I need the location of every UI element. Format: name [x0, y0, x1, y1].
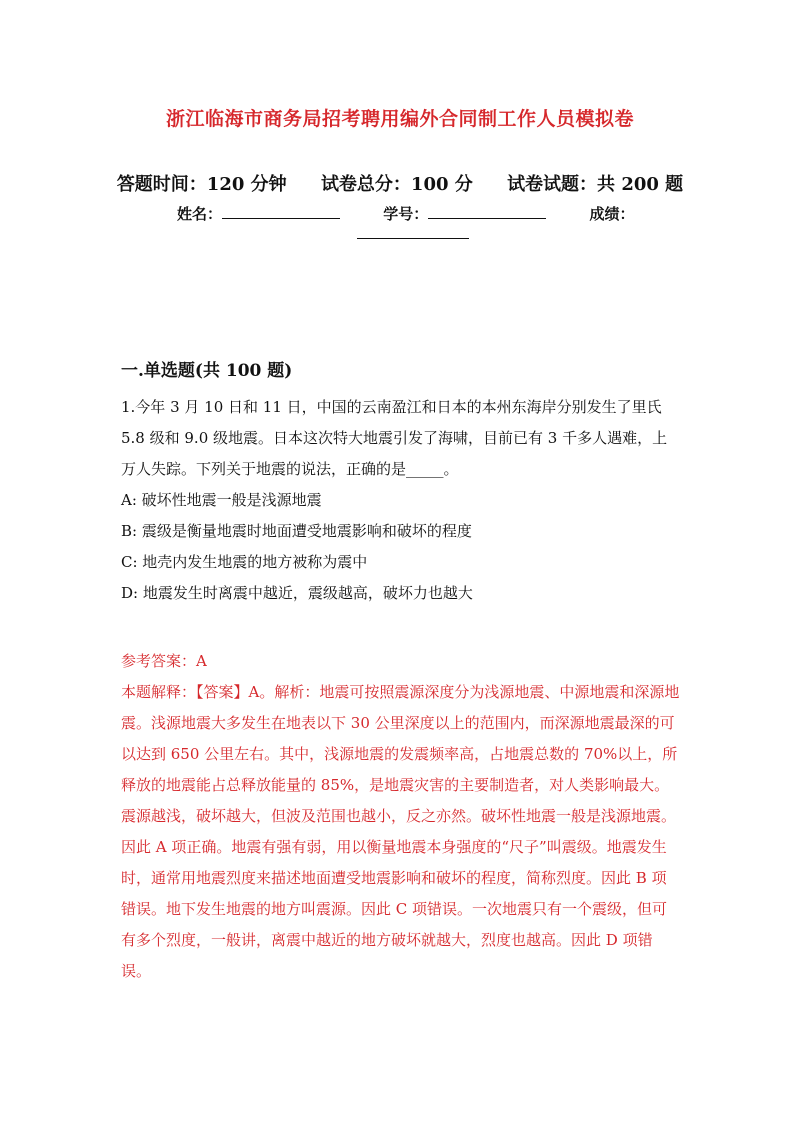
score-field: [590, 203, 635, 224]
id-blank: [428, 204, 546, 219]
option-d: D: 地震发生时离震中越近，震级越高，破坏力也越大: [121, 584, 473, 602]
student-fields: [177, 203, 635, 224]
option-a: A: 破坏性地震一般是浅源地震: [121, 491, 322, 509]
exam-meta: [0, 170, 800, 196]
question-block: [121, 392, 681, 609]
option-b: B: 震级是衡量地震时地面遭受地震影响和破坏的程度: [121, 522, 472, 540]
exam-total-score: 试卷总分：100 分: [320, 174, 473, 195]
exam-time: 答题时间：120 分钟: [116, 174, 287, 195]
question-stem: 1.今年 3 月 10 日和 11 日，中国的云南盈江和日本的本州东海岸分别发生了里氏 5.8 级和 9.0 级地震。日本这次特大地震引发了海啸，目前已有 3 千多人遇难，上万人失踪。下列关于地震的说法，正确的是_____。: [121, 398, 668, 478]
id-label: 学号：: [383, 205, 429, 223]
score-label: 成绩：: [589, 205, 635, 223]
score-blank: [357, 224, 469, 239]
answer-explanation: 本题解释：【答案】A。解析：地震可按照震源深度分为浅源地震、中源地震和深源地震。浅源地震大多发生在地表以下 30 公里深度以上的范围内，而深源地震最深的可以达到 650 公里左右。其中，浅源地震的发震频率高，占地震总数的 70%以上，所释放的地震能占总释放能量的 85%，是地震灾害的主要制造者，对人类影响最大。震源越浅，破坏越大，但波及范围也越小，反之亦然。破坏性地震一般是浅源地震。因此 A 项正确。地震有强有弱，用以衡量地震本身强度的“尺子”叫震级。地震发生时，通常用地震烈度来描述地面遭受地震影响和破坏的程度，简称烈度。因此 B 项错误。地下发生地震的地方叫震源。因此 C 项错误。一次地震只有一个震级，但可有多个烈度，一般讲，离震中越近的地方破坏就越大，烈度也越高。因此 D 项错误。: [121, 683, 680, 980]
name-blank: [222, 204, 340, 219]
reference-answer: 参考答案：A: [121, 652, 207, 670]
id-field: [383, 203, 546, 224]
section-heading: 一.单选题(共 100 题): [121, 361, 293, 381]
exam-question-count: 试卷试题：共 200 题: [507, 174, 684, 195]
option-c: C: 地壳内发生地震的地方被称为震中: [121, 553, 368, 571]
answer-block: [121, 646, 681, 987]
document-title: 浙江临海市商务局招考聘用编外合同制工作人员模拟卷: [165, 108, 634, 130]
name-field: [177, 203, 340, 224]
name-label: 姓名：: [177, 205, 223, 223]
